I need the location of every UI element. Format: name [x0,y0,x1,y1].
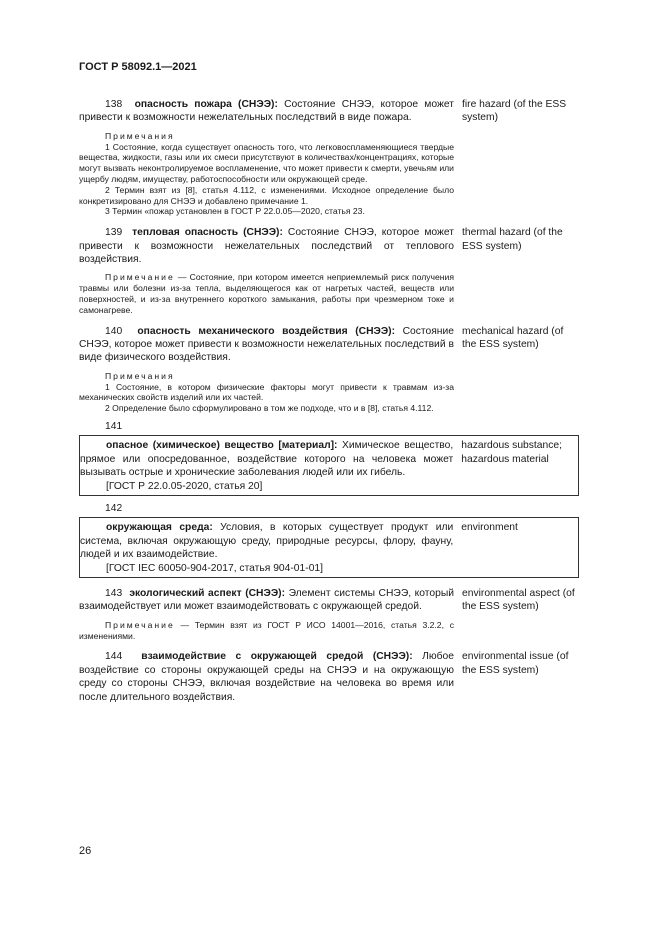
term-entry-139 [79,226,579,315]
english-equivalent: mechanical hazard (of the ESS system) [462,325,564,350]
notes [79,371,454,414]
term-entry-144 [79,650,579,704]
term-definition: Состояние СНЭЭ, которое может привести к возможности нежелательных последствий в виде физического воздействия. [79,325,454,364]
term-definition: Химическое вещество, прямое или опосредованное, воздействие которого на человека может вызывать острые и хронические заболевания людей или их гибель. [80,440,454,479]
notes-heading: Примечания [105,370,175,381]
term-number: 140 [105,325,123,337]
term-name: опасное (химическое) вещество [материал]: [106,440,338,452]
notes [79,131,454,217]
term-name: опасность пожара (СНЭЭ): [134,99,278,110]
term-number: 143 [105,588,123,600]
term-number: 139 [105,227,123,239]
term-name: тепловая опасность (СНЭЭ): [132,227,283,239]
english-equivalent: hazardous substance; hazardous material [461,440,562,465]
term-entry-142 [79,517,579,578]
term-source: [ГОСТ Р 22.0.05-2020, статья 20] [106,480,263,492]
note-item: 2 Термин взят из [8], статья 4.112, с изменениями. Исходное определение было конкретизировано для СНЭЭ и добавлено примечание 1. [79,184,454,206]
note-label: Примечание [105,619,175,630]
english-equivalent: environment [461,522,518,534]
english-equivalent: environmental aspect (of the ESS system) [462,588,575,613]
note-text: — Термин взят из ГОСТ Р ИСО 14001—2016, статья 3.2.2, с изменениями. [79,619,454,641]
term-entry-143 [79,587,579,641]
note-item: 1 Состояние, в котором физические факторы могут привести к травмам из-за механических свойств изделий или их частей. [79,381,454,403]
term-entry-141 [79,435,579,496]
english-equivalent: environmental issue (of the ESS system) [462,651,569,676]
term-entry-138 [79,98,579,217]
page-number: 26 [79,845,92,857]
notes-heading: Примечания [105,130,175,141]
document-header: ГОСТ Р 58092.1—2021 [79,61,197,73]
english-equivalent: thermal hazard (of the ESS system) [462,227,563,252]
term-definition: Любое воздействие со стороны окружающей среды на СНЭЭ и на окружающую среду со стороны СНЭЭ, включая воздействие на человека во время или после длительного воздействия. [79,651,454,703]
term-entry-140 [79,325,579,414]
term-number: 144 [105,651,123,663]
term-name: экологический аспект (СНЭЭ): [129,588,286,600]
terms-list [79,98,579,704]
note-item: 1 Состояние, когда существует опасность того, что легковоспламеняющиеся твердые вещества, жидкости, газы или их смеси присутствуют в количествах/концентрациях, которые могут вызвать неконтролируемое воспламенение, что может привести к смерти, увечьям или ущербу людям, имуществу, работоспособности или окружающей среде. [79,141,454,184]
term-name: опасность механического воздействия (СНЭЭ): [137,325,396,337]
notes [79,620,454,642]
term-name: окружающая среда: [106,522,213,534]
term-number: 142 [105,503,123,515]
note-item: 3 Термин «пожар установлен в ГОСТ Р 22.0.05—2020, статья 23. [105,206,365,217]
term-definition: Состояние СНЭЭ, которое может привести к возможности нежелательных последствий от теплового воздействия. [79,227,454,265]
term-definition: Элемент системы СНЭЭ, который взаимодействует или может взаимодействовать с окружающей средой. [79,588,454,613]
term-number: 141 [105,421,123,432]
note-text: — Состояние, при котором имеется неприемлемый риск получения травмы или болезни из-за тепла, выделяющегося как от нагретых частей, веществ или поверхностей, и из-за внутреннего короткого замыкания, работы при чрезмерном токе и самонагреве. [79,272,454,315]
term-definition: Условия, в которых существует продукт или система, включая окружающую среду, природные ресурсы, флору, фауну, людей и их взаимодействие. [80,522,454,561]
term-definition: Состояние СНЭЭ, которое может привести к возможности нежелательных последствий в виде пожара. [79,99,454,124]
term-name: взаимодействие с окружающей средой (СНЭЭ): [141,651,413,663]
notes [79,272,454,315]
term-number: 138 [105,99,123,110]
note-label: Примечание [105,272,175,283]
term-source: [ГОСТ IEC 60050-904-2017, статья 904-01-01] [106,562,324,574]
note-item: 2 Определение было сформулировано в том же подходе, что и в [8], статья 4.112. [105,403,434,414]
english-equivalent: fire hazard (of the ESS system) [462,99,567,124]
